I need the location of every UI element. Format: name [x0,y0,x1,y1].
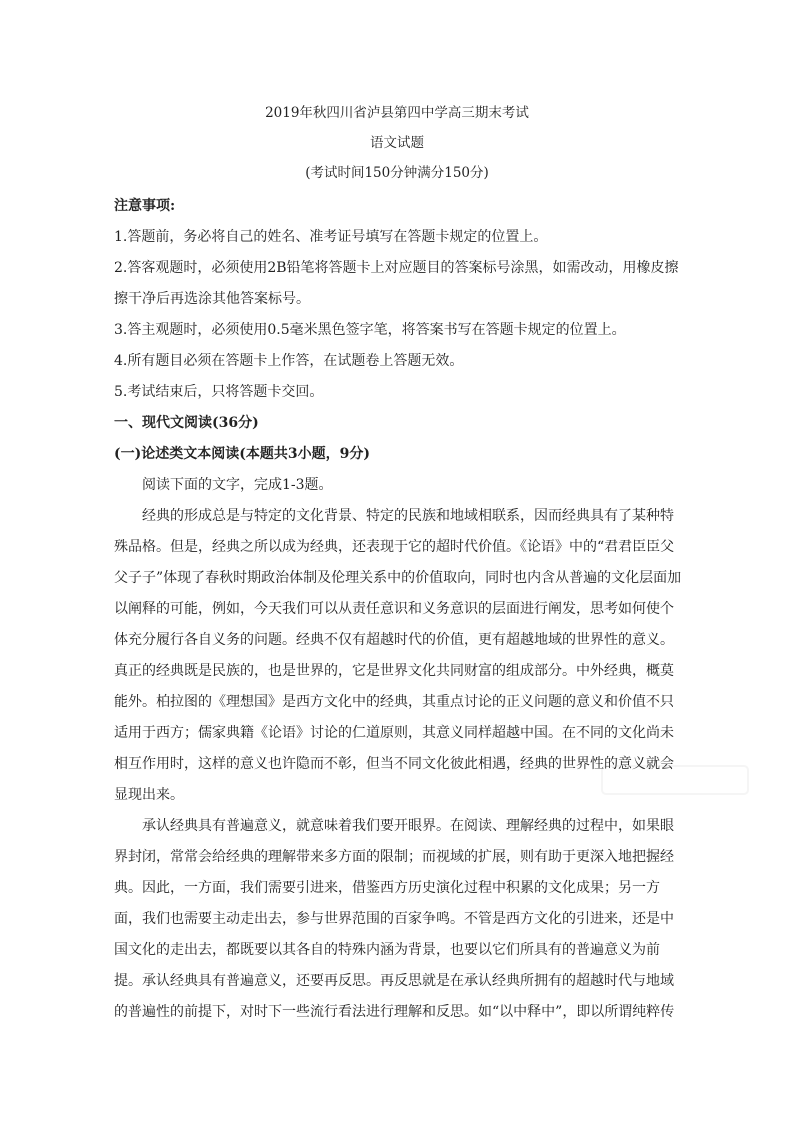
notice-item-5: 5.考试结束后，只将答题卡交回。 [114,384,324,400]
reading-instruction: 阅读下面的文字，完成1-3题。 [142,477,333,493]
passage-paragraph-1: 经典的形成总是与特定的文化背景、特定的民族和地域相联系，因而经典具有了某种特殊品格。但是，经典之所以成为经典，还表现于它的超时代价值。《论语》中的“君君臣臣父父子子”体现了春秋时期政治体制及伦理关系中的价值取向，同时也内含从普遍的文化层面加以阐释的可能，例如，今天我们可以从责任意识和义务意识的层面进行阐发，思考如何使个体充分履行各自义务的问题。经典不仅有超越时代的价值，更有超越地域的世界性的意义。真正的经典既是民族的，也是世界的，它是世界文化共同财富的组成部分。中外经典，概莫能外。柏拉图的《理想国》是西方文化中的经典，其重点讨论的正义问题的意义和价值不只适用于西方；儒家典籍《论语》讨论的仁道原则，其意义同样超越中国。在不同的文化尚未相互作用时，这样的意义也许隐而不彰，但当不同文化彼此相遇，经典的世界性的意义就会显现出来。 [114,508,682,803]
exam-subject: 语文试题 [370,135,424,151]
notice-item-3: 3.答主观题时，必须使用0.5毫米黑色签字笔，将答案书写在答题卡规定的位置上。 [114,322,626,338]
watermark-logo [600,760,750,800]
notice-item-4: 4.所有题目必须在答题卡上作答，在试题卷上答题无效。 [114,353,464,369]
section-heading: 一、现代文阅读(36分) [114,415,259,431]
notice-heading: 注意事项: [114,198,176,214]
section-sub-heading: (一)论述类文本阅读(本题共3小题，9分) [114,446,370,462]
notice-item-1: 1.答题前，务必将自己的姓名、准考证号填写在答题卡规定的位置上。 [114,229,548,245]
exam-title: 2019年秋四川省泸县第四中学高三期末考试 [265,105,529,121]
notice-item-2: 2.答客观题时，必须使用2B铅笔将答题卡上对应题目的答案标号涂黑，如需改动，用橡皮擦擦干净后再选涂其他答案标号。 [114,260,679,307]
exam-time-note: (考试时间150分钟满分150分) [305,165,489,181]
passage-paragraph-3: 承认经典具有普遍意义，还要再反思。再反思就是在承认经典所拥有的超越时代与地域的普遍性的前提下，对时下一些流行看法进行理解和反思。如“以中释中”，即以所谓纯粹传 [114,973,675,1020]
passage-paragraph-2: 承认经典具有普遍意义，就意味着我们要开眼界。在阅读、理解经典的过程中，如果眼界封闭，常常会给经典的理解带来多方面的限制；而视域的扩展，则有助于更深入地把握经典。因此，一方面，我们需要引进来，借鉴西方历史演化过程中积累的文化成果；另一方面，我们也需要主动走出去，参与世界范围的百家争鸣。不管是西方文化的引进来，还是中国文化的走出去，都既要以其各自的特殊内涵为背景，也要以它们所具有的普遍意义为前提。 [114,818,674,989]
